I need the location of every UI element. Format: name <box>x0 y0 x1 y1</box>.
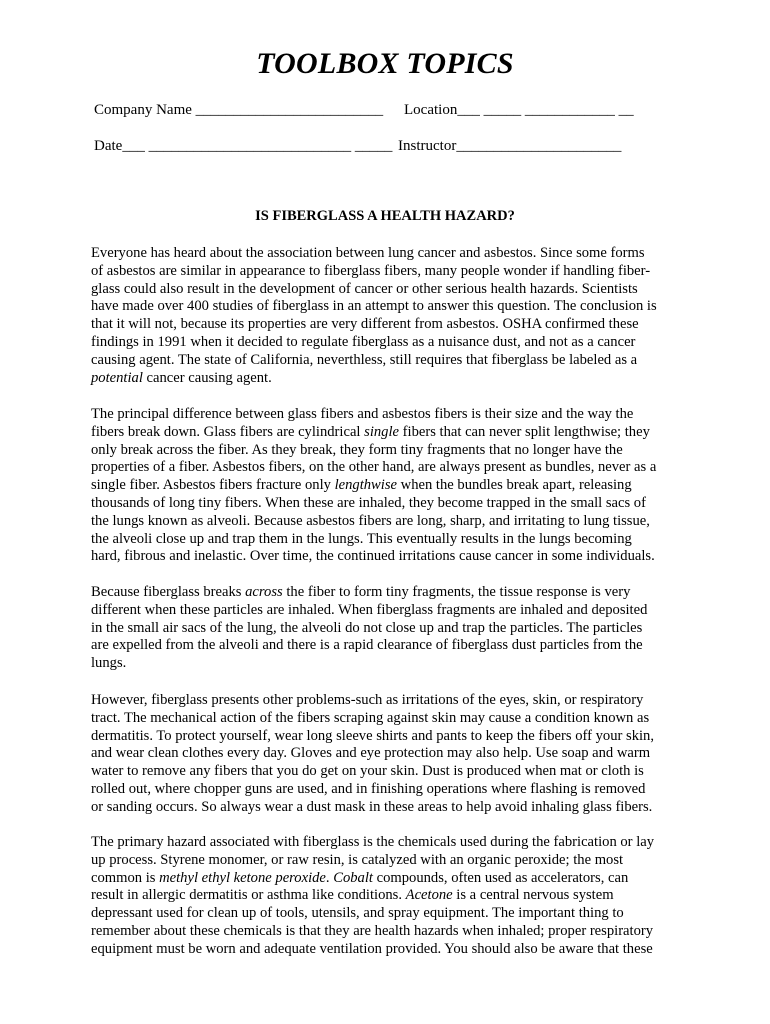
paragraph-line: remember about these chemicals is that they are health hazards when inhaled; proper respiratory <box>91 922 654 939</box>
paragraph-3 <box>91 584 681 673</box>
paragraph-line: the alveoli close up and trap them in the lungs. This eventually results in the lungs becoming <box>91 530 632 547</box>
paragraph-line: properties of a fiber. Asbestos fibers, on the other hand, are always present as bundles, never as a <box>91 459 657 476</box>
paragraph-5 <box>91 834 681 959</box>
paragraph-line: rolled out, where chopper guns are used, and in finishing operations where flashing is removed <box>91 780 646 797</box>
text-run: when the bundles break apart, releasing <box>397 477 632 494</box>
paragraph-line: glass could also result in the development of cancer or other serious health hazards. Scientists <box>91 280 638 297</box>
paragraph-line <box>91 477 681 495</box>
location-field: Location___ _____ ____________ __ <box>404 102 634 118</box>
emphasis: methyl ethyl ketone peroxide <box>159 869 326 886</box>
paragraph-line: different when these particles are inhaled. When fiberglass fragments are inhaled and deposited <box>91 601 648 618</box>
paragraph-line: or sanding occurs. So always wear a dust mask in these areas to help avoid inhaling glass fibers. <box>91 798 653 815</box>
paragraph-line: that it will not, because its properties are very different from asbestos. OSHA confirmed these <box>91 316 639 333</box>
paragraph-line <box>91 870 681 888</box>
emphasis: across <box>245 584 283 600</box>
text-run: fibers break down. Glass fibers are cylindrical <box>91 423 365 440</box>
paragraph-line: causing agent. The state of California, neverthless, still requires that fiberglass be labeled as a <box>91 351 638 368</box>
paragraph-line: of asbestos are similar in appearance to fiberglass fibers, many people wonder if handling fiber- <box>91 262 651 279</box>
paragraph-line <box>91 370 681 388</box>
paragraph-line: up process. Styrene monomer, or raw resin, is catalyzed with an organic peroxide; the most <box>91 851 624 868</box>
paragraph-line: in the small air sacs of the lung, the alveoli do not close up and trap the particles. The particles <box>91 619 643 636</box>
emphasis: potential <box>91 369 143 386</box>
text-run: fibers that can never split lengthwise; they <box>399 423 650 440</box>
paragraph-line: and wear clean clothes every day. Gloves and eye protection may also help. Use soap and warm <box>91 745 651 762</box>
paragraph-line <box>91 887 681 905</box>
paragraph-line: hard, fibrous and inelastic. Over time, the continued irritations cause cancer in some individuals. <box>91 548 655 565</box>
paragraph-line: lungs. <box>91 655 127 672</box>
text-run: single fiber. Asbestos fibers fracture only <box>91 477 335 494</box>
text-run: compounds, often used as accelerators, can <box>372 869 629 886</box>
company-name-field: Company Name _________________________ <box>94 102 384 118</box>
paragraph-2 <box>91 406 681 566</box>
text-run: Because fiberglass breaks <box>91 584 246 600</box>
document-title: TOOLBOX TOPICS <box>256 47 514 80</box>
paragraph-line: dermatitis. To protect yourself, wear long sleeve shirts and pants to keep the fibers off your skin, <box>91 727 654 744</box>
date-field: Date___ ___________________________ _____ <box>94 138 393 154</box>
emphasis: single <box>364 423 400 440</box>
paragraph-line: The principal difference between glass fibers and asbestos fibers is their size and the way the <box>91 406 634 422</box>
instructor-field: Instructor______________________ <box>398 138 622 154</box>
text-run: . <box>325 869 334 886</box>
paragraph-line: depressant used for clean up of tools, utensils, and spray equipment. The important thing to <box>91 905 624 922</box>
text-run: cancer causing agent. <box>142 369 272 386</box>
paragraph-line: only break across the fiber. As they break, they form tiny fragments that no longer have the <box>91 441 623 458</box>
paragraph-line: have made over 400 studies of fiberglass in an attempt to answer this question. The conclusion is <box>91 298 657 315</box>
text-run: result in allergic dermatitis or asthma like conditions. <box>91 887 406 904</box>
emphasis: Acetone <box>405 887 453 904</box>
paragraph-line <box>91 424 681 442</box>
text-run: is a central nervous system <box>452 887 614 904</box>
emphasis: Cobalt <box>333 869 373 886</box>
text-run: common is <box>91 869 160 886</box>
emphasis: lengthwise <box>334 477 398 494</box>
paragraph-line: Everyone has heard about the association between lung cancer and asbestos. Since some forms <box>91 245 645 261</box>
paragraph-line: tract. The mechanical action of the fibers scraping against skin may cause a condition known as <box>91 709 650 726</box>
paragraph-line: However, fiberglass presents other problems-such as irritations of the eyes, skin, or respiratory <box>91 692 644 708</box>
paragraph-line <box>91 584 681 602</box>
paragraph-line: findings in 1991 when it decided to regulate fiberglass as a nuisance dust, and not as a cancer <box>91 333 636 350</box>
paragraph-line: equipment must be worn and adequate ventilation provided. You should also be aware that these <box>91 940 653 957</box>
paragraph-line: are expelled from the alveoli and there is a rapid clearance of fiberglass dust particles from the <box>91 637 643 654</box>
paragraph-line: the lungs known as alveoli. Because asbestos fibers are long, sharp, and irritating to lung tissue, <box>91 512 650 529</box>
paragraph-line: The primary hazard associated with fiberglass is the chemicals used during the fabrication or lay <box>91 834 655 850</box>
article-heading: IS FIBERGLASS A HEALTH HAZARD? <box>255 208 515 224</box>
text-run: the fiber to form tiny fragments, the tissue response is very <box>282 584 631 600</box>
paragraph-4 <box>91 692 681 817</box>
paragraph-line: thousands of long tiny fibers. When these are inhaled, they become trapped in the small sacs of <box>91 494 646 511</box>
paragraph-1 <box>91 245 681 387</box>
paragraph-line: water to remove any fibers that you do get on your skin. Dust is produced when mat or cloth is <box>91 763 644 780</box>
